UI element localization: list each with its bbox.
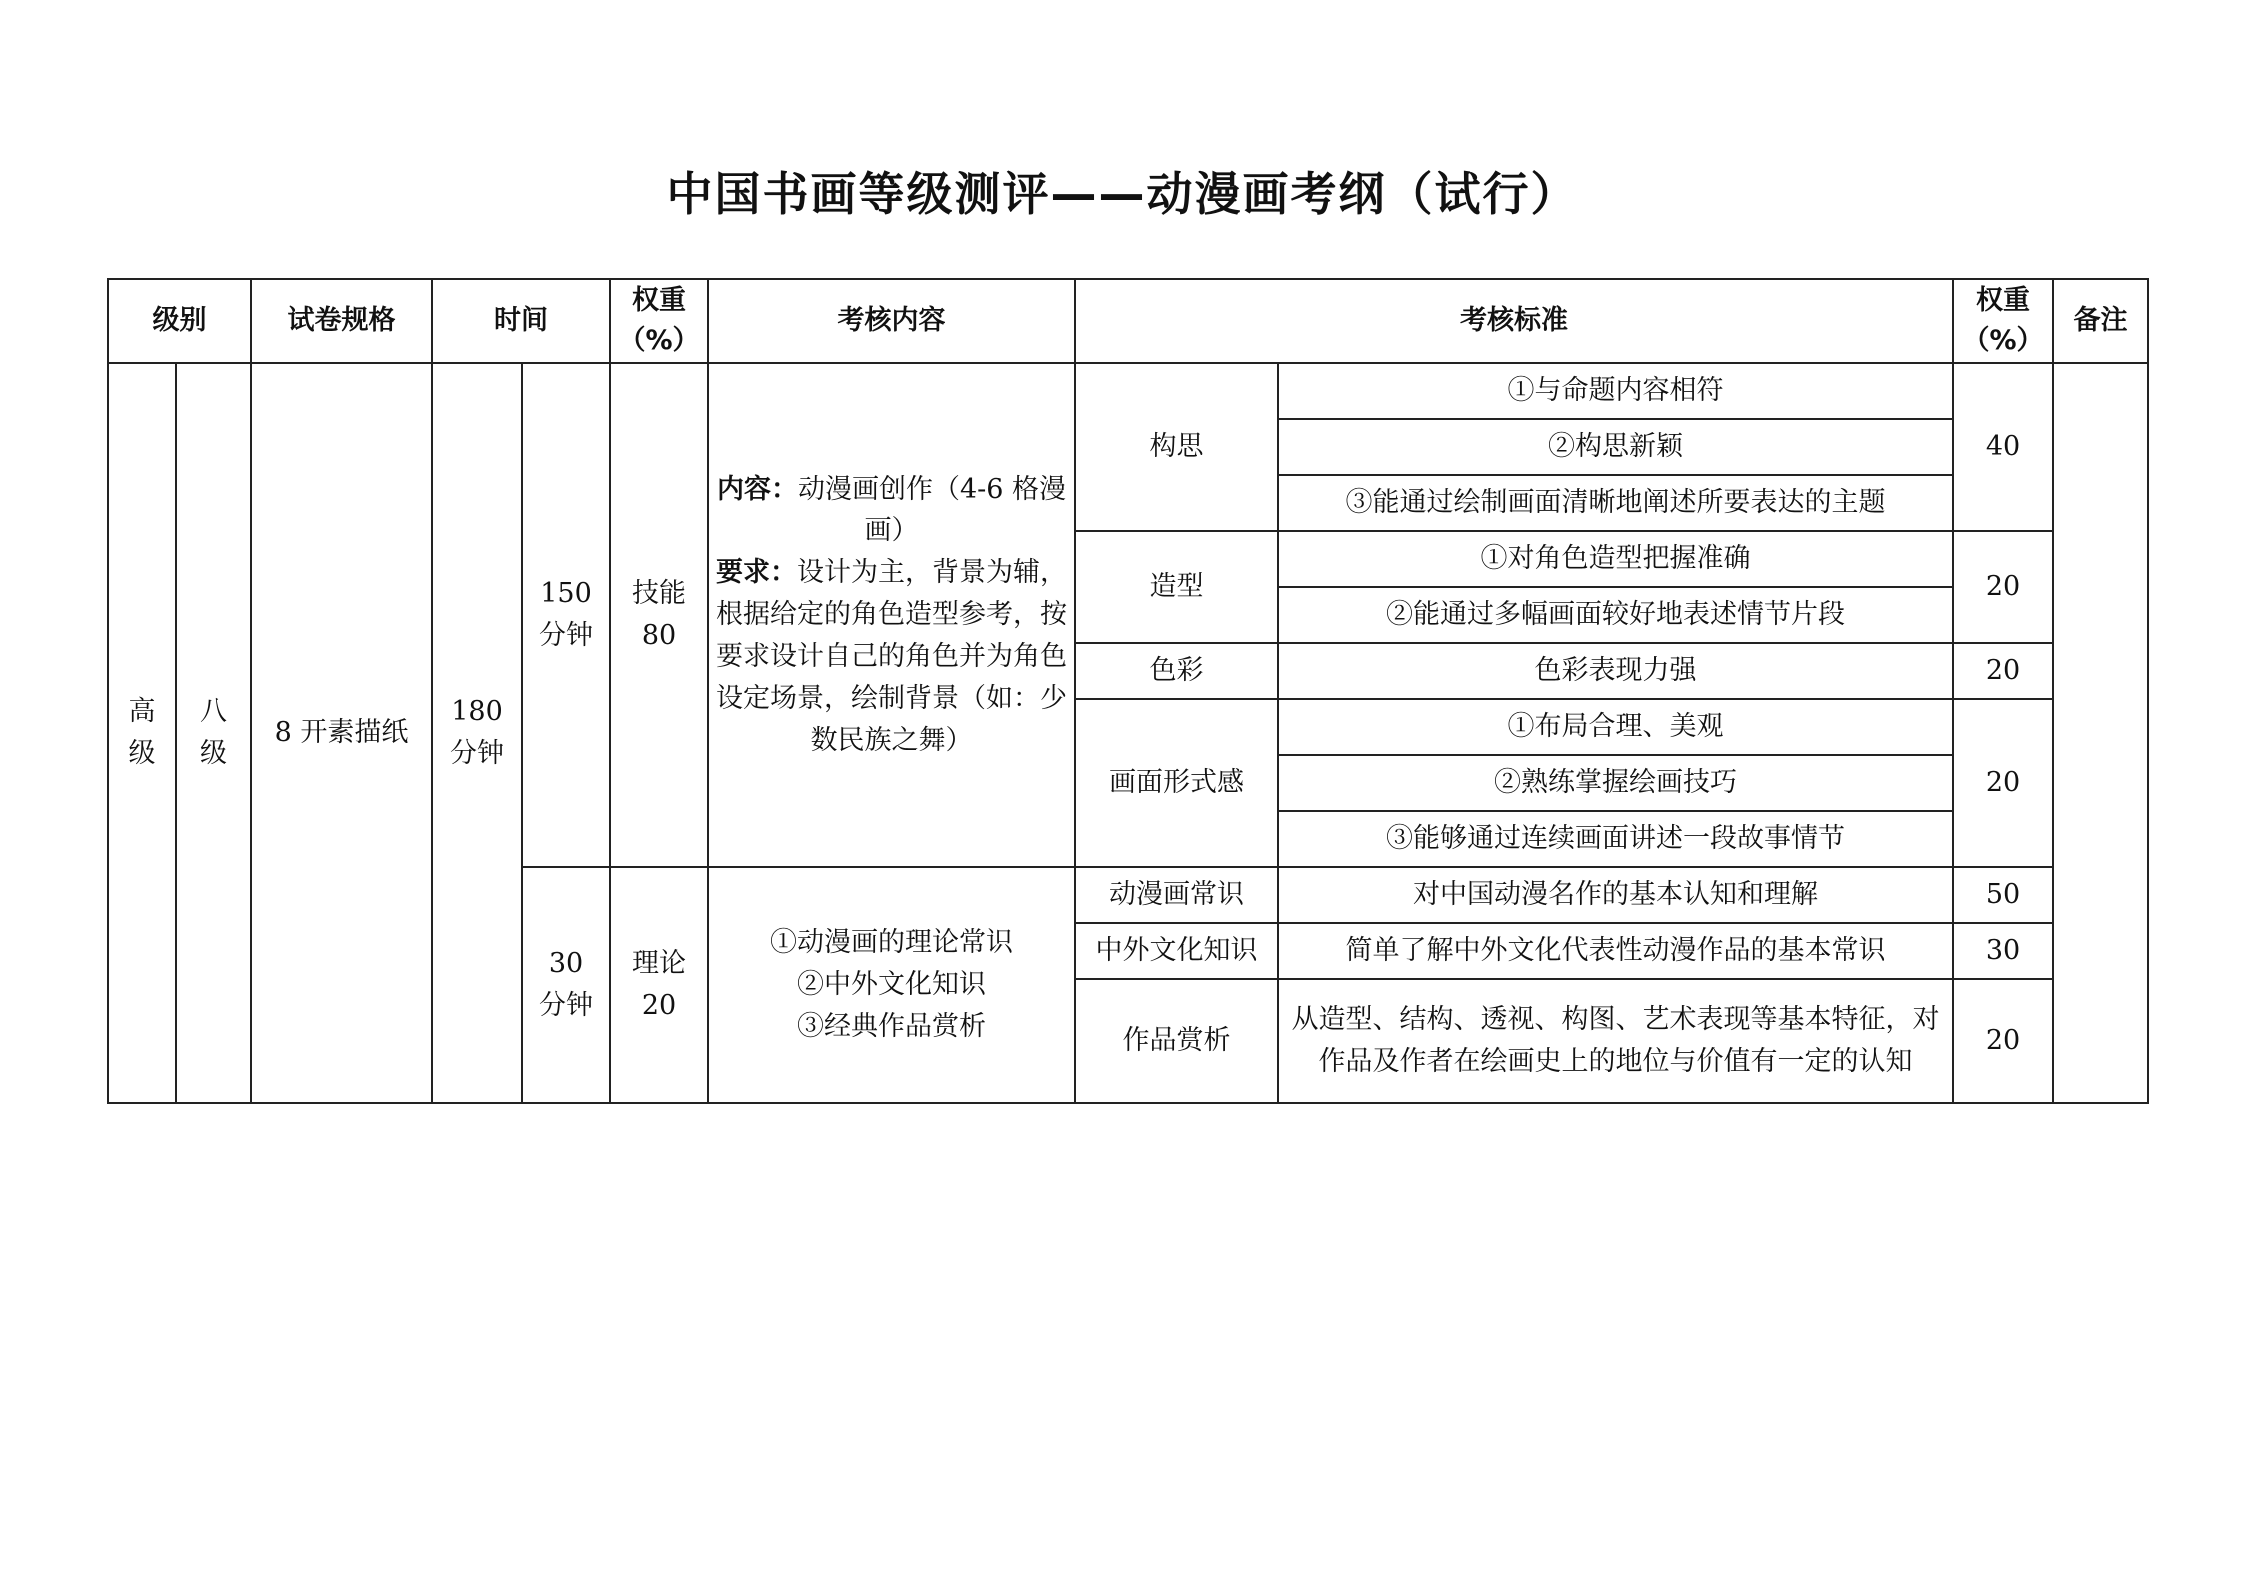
criteria-weight: 30 <box>1953 923 2053 979</box>
paper-spec-cell: 8 开素描纸 <box>251 363 432 1103</box>
theory-content-cell <box>708 867 1075 1103</box>
criteria-category: 画面形式感 <box>1075 699 1278 867</box>
criteria-item: ①对角色造型把握准确 <box>1278 531 1953 587</box>
criteria-weight: 20 <box>1953 979 2053 1103</box>
total-time-cell <box>432 363 522 1103</box>
theory-content-item: ③经典作品赏析 <box>797 1010 986 1042</box>
criteria-item: 色彩表现力强 <box>1278 643 1953 699</box>
skill-content-cell <box>708 363 1075 867</box>
skill-time-unit: 分钟 <box>539 620 593 651</box>
criteria-item: 简单了解中外文化代表性动漫作品的基本常识 <box>1278 923 1953 979</box>
content-text: 动漫画创作（4-6 格漫画） <box>797 473 1067 547</box>
header-weight-label: 权重 <box>632 284 686 316</box>
header-paper-spec: 试卷规格 <box>251 279 432 363</box>
level-sub-cell <box>176 363 251 1103</box>
skill-time-cell <box>522 363 610 867</box>
level-main-cell <box>108 363 176 1103</box>
syllabus-table <box>107 278 2149 1104</box>
theory-weight-cell <box>610 867 708 1103</box>
header-note: 备注 <box>2053 279 2148 363</box>
header-weight2-unit: （%） <box>1962 325 2044 356</box>
theory-time-value: 30 <box>548 948 584 980</box>
criteria-item: ③能够通过连续画面讲述一段故事情节 <box>1278 811 1953 867</box>
criteria-category: 动漫画常识 <box>1075 867 1278 923</box>
page-title: 中国书画等级测评——动漫画考纲（试行） <box>666 167 1579 221</box>
header-weight-unit: （%） <box>618 325 700 356</box>
header-weight2-label: 权重 <box>1976 284 2030 316</box>
criteria-item: 对中国动漫名作的基本认知和理解 <box>1278 867 1953 923</box>
criteria-item: ①布局合理、美观 <box>1278 699 1953 755</box>
criteria-weight: 20 <box>1953 531 2053 643</box>
criteria-item: ②能通过多幅画面较好地表述情节片段 <box>1278 587 1953 643</box>
theory-time-unit: 分钟 <box>539 990 593 1021</box>
criteria-category: 作品赏析 <box>1075 979 1278 1103</box>
header-weight2 <box>1953 279 2053 363</box>
criteria-weight: 20 <box>1953 643 2053 699</box>
skill-weight-cell <box>610 363 708 867</box>
criteria-item: ①与命题内容相符 <box>1278 363 1953 419</box>
level-main-text: 高级 <box>128 696 156 769</box>
criteria-item: ③能通过绘制画面清晰地阐述所要表达的主题 <box>1278 475 1953 531</box>
note-cell <box>2053 363 2148 1103</box>
require-label: 要求： <box>716 557 797 589</box>
criteria-category: 构思 <box>1075 363 1278 531</box>
criteria-weight: 50 <box>1953 867 2053 923</box>
theory-weight: 20 <box>641 990 677 1021</box>
header-level: 级别 <box>108 279 251 363</box>
criteria-weight: 40 <box>1953 363 2053 531</box>
header-row <box>108 279 2148 363</box>
skill-content <box>715 469 1068 553</box>
theory-type: 理论 <box>632 948 686 980</box>
criteria-category: 造型 <box>1075 531 1278 643</box>
header-weight <box>610 279 708 363</box>
content-label: 内容： <box>716 473 798 505</box>
criteria-item: ②熟练掌握绘画技巧 <box>1278 755 1953 811</box>
header-content: 考核内容 <box>708 279 1075 363</box>
total-time-value: 180 <box>451 696 503 728</box>
criteria-category: 色彩 <box>1075 643 1278 699</box>
level-sub-text: 八级 <box>200 696 227 769</box>
skill-weight: 80 <box>641 620 677 651</box>
criteria-item: ②构思新颖 <box>1278 419 1953 475</box>
total-time-unit: 分钟 <box>450 738 504 769</box>
theory-content-item: ②中外文化知识 <box>797 969 986 1001</box>
theory-time-cell <box>522 867 610 1103</box>
header-standard: 考核标准 <box>1075 279 1953 363</box>
skill-require <box>715 552 1068 761</box>
header-time: 时间 <box>432 279 610 363</box>
skill-time-value: 150 <box>540 578 592 610</box>
theory-content-item: ①动漫画的理论常识 <box>770 927 1013 959</box>
require-text: 设计为主，背景为辅，根据给定的角色造型参考，按要求设计自己的角色并为角色设定场景，绘制背景（如：少数民族之舞） <box>716 557 1067 756</box>
criteria-item: 从造型、结构、透视、构图、艺术表现等基本特征，对作品及作者在绘画史上的地位与价值有一定的认知 <box>1278 979 1953 1103</box>
criteria-category: 中外文化知识 <box>1075 923 1278 979</box>
table-row <box>108 363 2148 419</box>
criteria-weight: 20 <box>1953 699 2053 867</box>
skill-type: 技能 <box>632 578 686 610</box>
